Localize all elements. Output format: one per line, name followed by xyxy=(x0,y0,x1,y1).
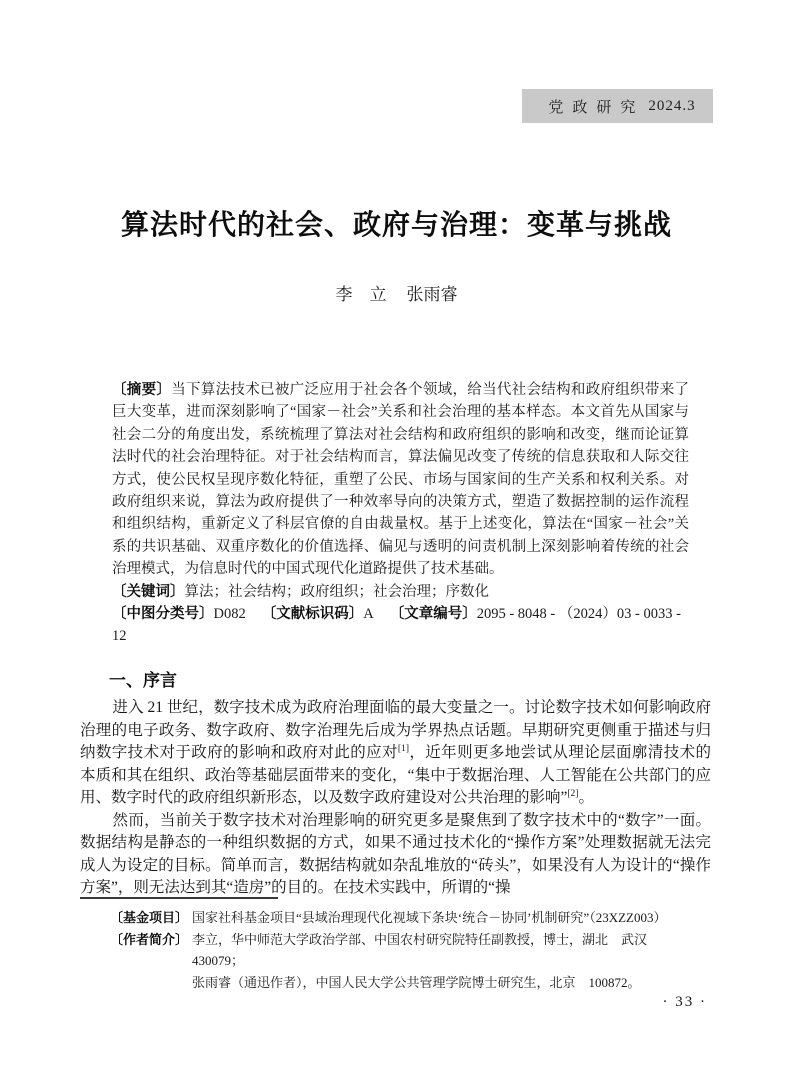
abstract-paragraph xyxy=(112,379,689,581)
footnote-line: 李立，华中师范大学政治学部、中国农村研究院特任副教授，博士，湖北 武汉 xyxy=(192,931,648,947)
abstract-text: 当下算法技术已被广泛应用于社会各个领域，给当代社会结构和政府组织带来了巨大变革，进而深刻影响了“国家－社会”关系和社会治理的基本样态。本文首先从国家与社会二分的角度出发，系统梳理了算法对社会结构和政府组织的影响和改变，继而论证算法时代的社会治理特征。对于社会结构而言，算法偏见改变了传统的信息获取和人际交往方式，使公民权呈现序数化特征，重塑了公民、市场与国家间的生产关系和权利关系。对政府组织来说，算法为政府提供了一种效率导向的决策方式，塑造了数据控制的运作流程和组织结构，重新定义了科层官僚的自由裁量权。基于上述变化，算法在“国家－社会”关系的共识基础、双重序数化的价值选择、偏见与透明的问责机制上深刻影响着传统的社会治理模式，为信息时代的中国式现代化道路提供了技术基础。 xyxy=(112,382,690,578)
clc-label: 〔中图分类号〕 xyxy=(112,606,214,623)
keywords-line xyxy=(112,581,689,603)
body-copy xyxy=(80,697,711,900)
footnote-line: 430079； xyxy=(192,953,245,968)
journal-header-box xyxy=(522,89,713,123)
footnote-label: 〔作者简介〕 xyxy=(110,931,189,947)
clc-value: D082 xyxy=(213,606,246,623)
footnote-divider xyxy=(80,897,278,899)
body-paragraph: 进入 21 世纪，数字技术成为政府治理面临的最大变量之一。讨论数字技术如何影响政府治理的电子政务、数字政府、数字治理先后成为学界热点话题。早期研究更侧重于描述与归纳数字技术对于政府的影响和政府对此的应对[1]，近年则更多地尝试从理论层面廓清技术的本质和其在组织、政治等基础层面带来的变化，“集中于数据治理、人工智能在公共部门的应用、数字时代的政府组织新形态，以及数字政府建设对公共治理的影响”[2]。 xyxy=(80,699,711,806)
section-heading: 一、序言 xyxy=(109,671,177,690)
article-id-label: 〔文章编号〕 xyxy=(389,606,477,623)
author-line xyxy=(0,280,793,305)
footnote-label: 〔基金项目〕 xyxy=(110,910,189,925)
abstract-label: 〔摘要〕 xyxy=(112,382,172,398)
keywords-label: 〔关键词〕 xyxy=(112,583,185,600)
footnote-line: 张雨睿（通迅作者），中国人民大学公共管理学院博士研究生，北京 100872。 xyxy=(192,974,641,990)
keywords-text: 算法；社会结构；政府组织；社会治理；序数化 xyxy=(184,583,489,600)
footnote-content xyxy=(192,929,711,994)
body-paragraph: 然而，当前关于数字技术对治理影响的研究更多是聚焦到了数字技术中的“数字”一面。数据结构是静态的一种组织数据的方式，如果不通过技术化的“操作方案”处理数据就无法完成人为设定的目标。简单而言，数据结构就如杂乱堆放的“砖头”，如果没有人为设计的“操作方案”，则无法达到其“造房”的目的。在技术实践中，所谓的“操 xyxy=(80,811,711,896)
classification-line xyxy=(112,603,689,648)
footnote-content xyxy=(192,907,711,929)
article-id-value: 2095 - 8048 - （2024）03 - 0033 - 12 xyxy=(112,606,681,645)
footnote-row xyxy=(110,929,711,994)
journal-issue: 2024.3 xyxy=(648,97,696,114)
journal-name: 党政研究 xyxy=(548,99,645,116)
doc-code-value: A xyxy=(363,606,374,623)
reference-mark: [2] xyxy=(567,788,579,799)
article-title: 算法时代的社会、政府与治理：变革与挑战 xyxy=(120,209,672,240)
footnotes xyxy=(110,907,711,993)
front-matter xyxy=(112,379,689,648)
reference-mark: [1] xyxy=(397,743,409,754)
footnote-line: 国家社科基金项目“县域治理现代化视域下条块‘统合－协同’机制研究”（23XZZ003） xyxy=(192,910,667,925)
author-name: 李 立 xyxy=(335,285,387,304)
page-number: · 33 · xyxy=(662,994,707,1010)
author-name: 张雨睿 xyxy=(406,285,458,304)
footnote-row xyxy=(110,907,711,929)
doc-code-label: 〔文献标识码〕 xyxy=(261,606,364,623)
